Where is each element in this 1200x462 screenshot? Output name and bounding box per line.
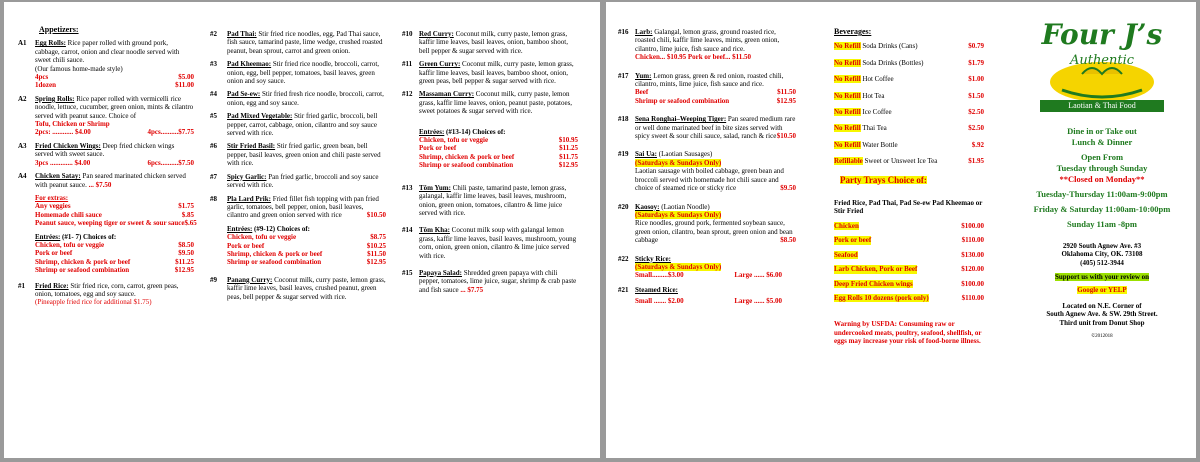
menu-item-stir-fried-basil: #6 Stir Fried Basil: Stir fried garlic, green bean, bell pepper, basil leaves, green onion and chili paste served with rice. [210, 142, 381, 168]
menu-item-pad-kheemao: #3 Pad Kheemao: Stir fried rice noodle, broccoli, carrot, onion, egg, bell pepper, tomatoes, basil leaves, green onion and soy sauce. [210, 60, 380, 86]
beverage-row: No Refill Soda Drinks (Cans) $0.79 [834, 42, 984, 51]
menu-item-tom-yum: #13 Tôm Yum: Chili paste, tamarind paste, lemon grass, galangal, kaffir lime leaves, basil leaves, mushroom, onion, green onion, tomatoes, cilantro & lime juice served with rice. [402, 183, 567, 217]
menu-item-pad-mixed-vegetable: #5 Pad Mixed Vegetable: Stir fried garlic, broccoli, bell pepper, carrot, cabbage, onion, cilantro and soy sauce served with rice. [210, 112, 378, 138]
party-tray-row: Deep Fried Chicken wings $100.00 [834, 279, 984, 288]
menu-item-yum: #17 Yum: Lemon grass, green & red onion, roasted chili, cilantro, mints, lime juice, fish sauce and rice. Beef $11.50 Shrimp or seafood combination $12.95 [618, 71, 796, 105]
menu-column-3 [402, 30, 578, 294]
menu-item-spicy-garlic: #7 Spicy Garlic: Pan fried garlic, broccoli and soy sauce served with rice. [210, 172, 379, 190]
party-tray-list [834, 222, 984, 302]
hours-block: Dine in or Take out Lunch & Dinner Open From Tuesday through Sunday **Closed on Monday** Tuesday-Thursday 11:00am-9:00pm Friday & Saturday 11:00am-10:00pm Sunday 11am -8pm [1033, 126, 1171, 229]
address-block: 2920 South Agnew Ave. #3 Oklahoma City, OK. 73108 (405) 512-3944 [1061, 242, 1143, 267]
beverage-row: No Refill Hot Coffee $1.00 [834, 75, 984, 84]
menu-item-sai-ua: #19 Sai Ua: (Laotian Sausages) (Saturdays & Sundays Only) Laotian sausage with boiled cabbage, green bean and broccoli served with homemade hot chili sauce and choice of steamed rice or sticky rice $9.50 [618, 150, 796, 193]
menu-item-fried-chicken-wings: A3 Fried Chicken Wings: Deep fried chicken wings served with sweet sauce. 3pcs ............. $4.00 6pcs..........$7.50 [18, 141, 194, 167]
menu-column-5 [834, 28, 984, 346]
menu-page-right [606, 2, 1196, 458]
menu-item-pla-lard-prik: #8 Pla Lard Prik: Fried fillet fish topping with pan fried garlic, tomatoes, bell pepper, onion, basil leaves, cilantro and green onion served with rice $10.50 [210, 194, 386, 220]
menu-item-papaya-salad: #15 Papaya Salad: Shredded green papaya with chili pepper, tomatoes, lime juice, sugar, shrimp & crab paste and fish sauce ... $7.75 [402, 268, 577, 294]
usfda-warning: Warning by USFDA: Consuming raw or undercooked meats, poultry, seafood, shellfish, or eggs may increase your risk of food-borne illness. [834, 320, 982, 346]
menu-item-panang-curry: #9 Panang Curry: Coconut milk, curry paste, lemon grass, kaffir lime leaves, basil leaves, crushed peanut, green peas, bell pepper & sugar served with rice. [210, 275, 386, 301]
logo-authentic: Authentic [1069, 53, 1135, 68]
entrees-13-14-block: Entrées: (#13-14) Choices of: Chicken, tofu or veggie $10.95 Pork or beef $11.25 Shrimp, chicken & pork or beef $11.75 Shrimp or seafood combination $12.95 [419, 127, 578, 170]
copyright-note: ©2012018 [1091, 334, 1113, 340]
logo-subtitle: Laotian & Thai Food [1040, 100, 1164, 112]
menu-column-1 [18, 25, 197, 307]
beverage-list [834, 42, 984, 165]
menu-item-sticky-rice: #22 Sticky Rice: (Saturdays & Sundays Only) Small.........$3.00 Large ...... $6.00 [618, 254, 782, 280]
party-trays-heading: Party Trays Choice of: [840, 174, 927, 185]
party-trays-description: Fried Rice, Pad Thai, Pad Se-ew Pad Kheemao or Stir Fried [834, 199, 983, 216]
beverages-heading: Beverages: [834, 27, 872, 36]
google-yelp-link[interactable]: Google or YELP [1077, 285, 1127, 294]
menu-item-tom-kha: #14 Tôm Kha: Coconut milk soup with galangal lemon grass, kaffir lime leaves, basil leaves, mushroom, young corn, onion, green onion, cilantro & lime juice served with rice. [402, 226, 577, 260]
menu-item-massaman-curry: #12 Massaman Curry: Coconut milk, curry paste, lemon grass, kaffir lime leaves, onion, peanut paste, potatoes, sweet potatoes & sugar served with rice. [402, 90, 573, 116]
party-tray-row: Pork or beef $110.00 [834, 236, 984, 245]
party-tray-row: Egg Rolls 10 dozens (pork only) $110.00 [834, 293, 984, 302]
menu-column-4 [618, 28, 796, 306]
menu-item-larb: #16 Larb: Galangal, lemon grass, ground roasted rice, roasted chili, kaffir lime leaves, mints, green onion, cilantro, lime juice, fish sauce and rice. Chicken... $10.95 Pork or beef... $11.50 [618, 28, 780, 62]
beverage-row: No Refill Water Bottle $.92 [834, 140, 984, 149]
menu-column-2 [210, 30, 386, 301]
menu-item-steamed-rice: #21 Steamed Rice: Small ....... $2.00 Large ...... $5.00 [618, 285, 782, 306]
menu-item-fried-rice: #1 Fried Rice: Stir fried rice, corn, carrot, green peas, onion, tomatoes, egg and soy sauce. (Pineapple fried rice for additional $1.75) [18, 281, 179, 307]
menu-item-green-curry: #11 Green Curry: Coconut milk, curry paste, lemon grass, kaffir lime leaves, basil leaves, bamboo shoot, onion, green peas, bell pepper & sugar served with rice. [402, 60, 574, 86]
appetizers-heading: Appetizers: [39, 25, 79, 34]
entrees-1-7-block: Entrées: (#1- 7) Choices of: Chicken, tofu or veggie $8.50 Pork or beef $9.50 Shrimp, chicken & pork or beef $11.25 Shrimp or seafood combination $12.95 [35, 232, 194, 275]
restaurant-info-panel [1012, 16, 1192, 342]
beverage-row: No Refill Hot Tea $1.50 [834, 91, 984, 100]
beverage-row: No Refill Soda Drinks (Bottles) $1.79 [834, 58, 984, 67]
review-block: Support us with your review on Google or YELP [1054, 273, 1150, 294]
logo-name: Four J’s [1041, 18, 1163, 51]
menu-item-chicken-satay: A4 Chicken Satay: Pan seared marinated chicken served with peanut sauce. ... $7.50 [18, 172, 186, 189]
menu-item-kaosoy: #20 Kaosoy: (Laotian Noodle) (Saturdays & Sundays Only) Rice noodles, ground pork, fermented soybean sauce, green onion, cilantro, bean sprout, green onion and bean cabbage $8.50 [618, 202, 796, 245]
beverage-row: Refillable Sweet or Unsweet Ice Tea $1.95 [834, 157, 984, 166]
party-tray-row: Seafood $130.00 [834, 250, 984, 259]
restaurant-logo [1012, 16, 1192, 116]
menu-item-weeping-tiger: #18 Sena Ronghai–Weeping Tiger: Pan seared medium rare or well done marinated beef in bite sizes served with spicy sweet & sour chili sauce, salad, ranch & rice $10.50 [618, 115, 796, 141]
menu-item-pad-se-ew: #4 Pad Se-ew: Stir fried fresh rice noodle, broccoli, carrot, onion, egg and soy sauce. [210, 90, 384, 107]
party-tray-row: Larb Chicken, Pork or Beef $120.00 [834, 265, 984, 274]
menu-item-pad-thai: #2 Pad Thai: Stir fried rice noodles, egg, Pad Thai sauce, fish sauce, tamarind paste, lime wedge, crushed roasted peanut, bean sprout, carrot and green onion. [210, 30, 383, 55]
menu-item-egg-rolls: A1 Egg Rolls: Rice paper rolled with ground pork, cabbage, carrot, onion and clear noodle served with sweet chili sauce. (Our famous home-made style) 4pcs $5.00 1dozen $11.00 [18, 39, 194, 90]
party-tray-row: Chicken $100.00 [834, 221, 984, 230]
menu-item-spring-rolls: A2 Spring Rolls: Rice paper rolled with vermicelli rice noodle, lettuce, cucumber, green onion, mints & cilantro served with peanut sauce. Choice of Tofu, Chicken or Shrimp 2pcs: ............ $4.00 4pcs..........$7.75 [18, 94, 194, 137]
menu-item-red-curry: #10 Red Curry: Coconut milk, curry paste, lemon grass, kaffir lime leaves, basil leaves, onion, bamboo shoot, bell pepper & sugar served with rice. [402, 30, 568, 55]
beverage-row: No Refill Thai Tea $2.50 [834, 124, 984, 133]
menu-page-left [4, 2, 600, 458]
beverage-row: No Refill Ice Coffee $2.50 [834, 108, 984, 117]
entrees-9-12-block: Entrées: (#9-12) Choices of: Chicken, tofu or veggie $8.75 Pork or beef $10.25 Shrimp, chicken & pork or beef $11.50 Shrimp or seafood combination $12.95 [227, 224, 386, 267]
location-block: Located on N.E. Corner of South Agnew Ave. & SW. 29th Street. Third unit from Donut Shop [1046, 302, 1158, 327]
extras-block: For extras: Any veggies $1.75 Homemade chili sauce $.85 Peanut sauce, weeping tiger or sweet & sour sauce $.65 [35, 193, 197, 228]
